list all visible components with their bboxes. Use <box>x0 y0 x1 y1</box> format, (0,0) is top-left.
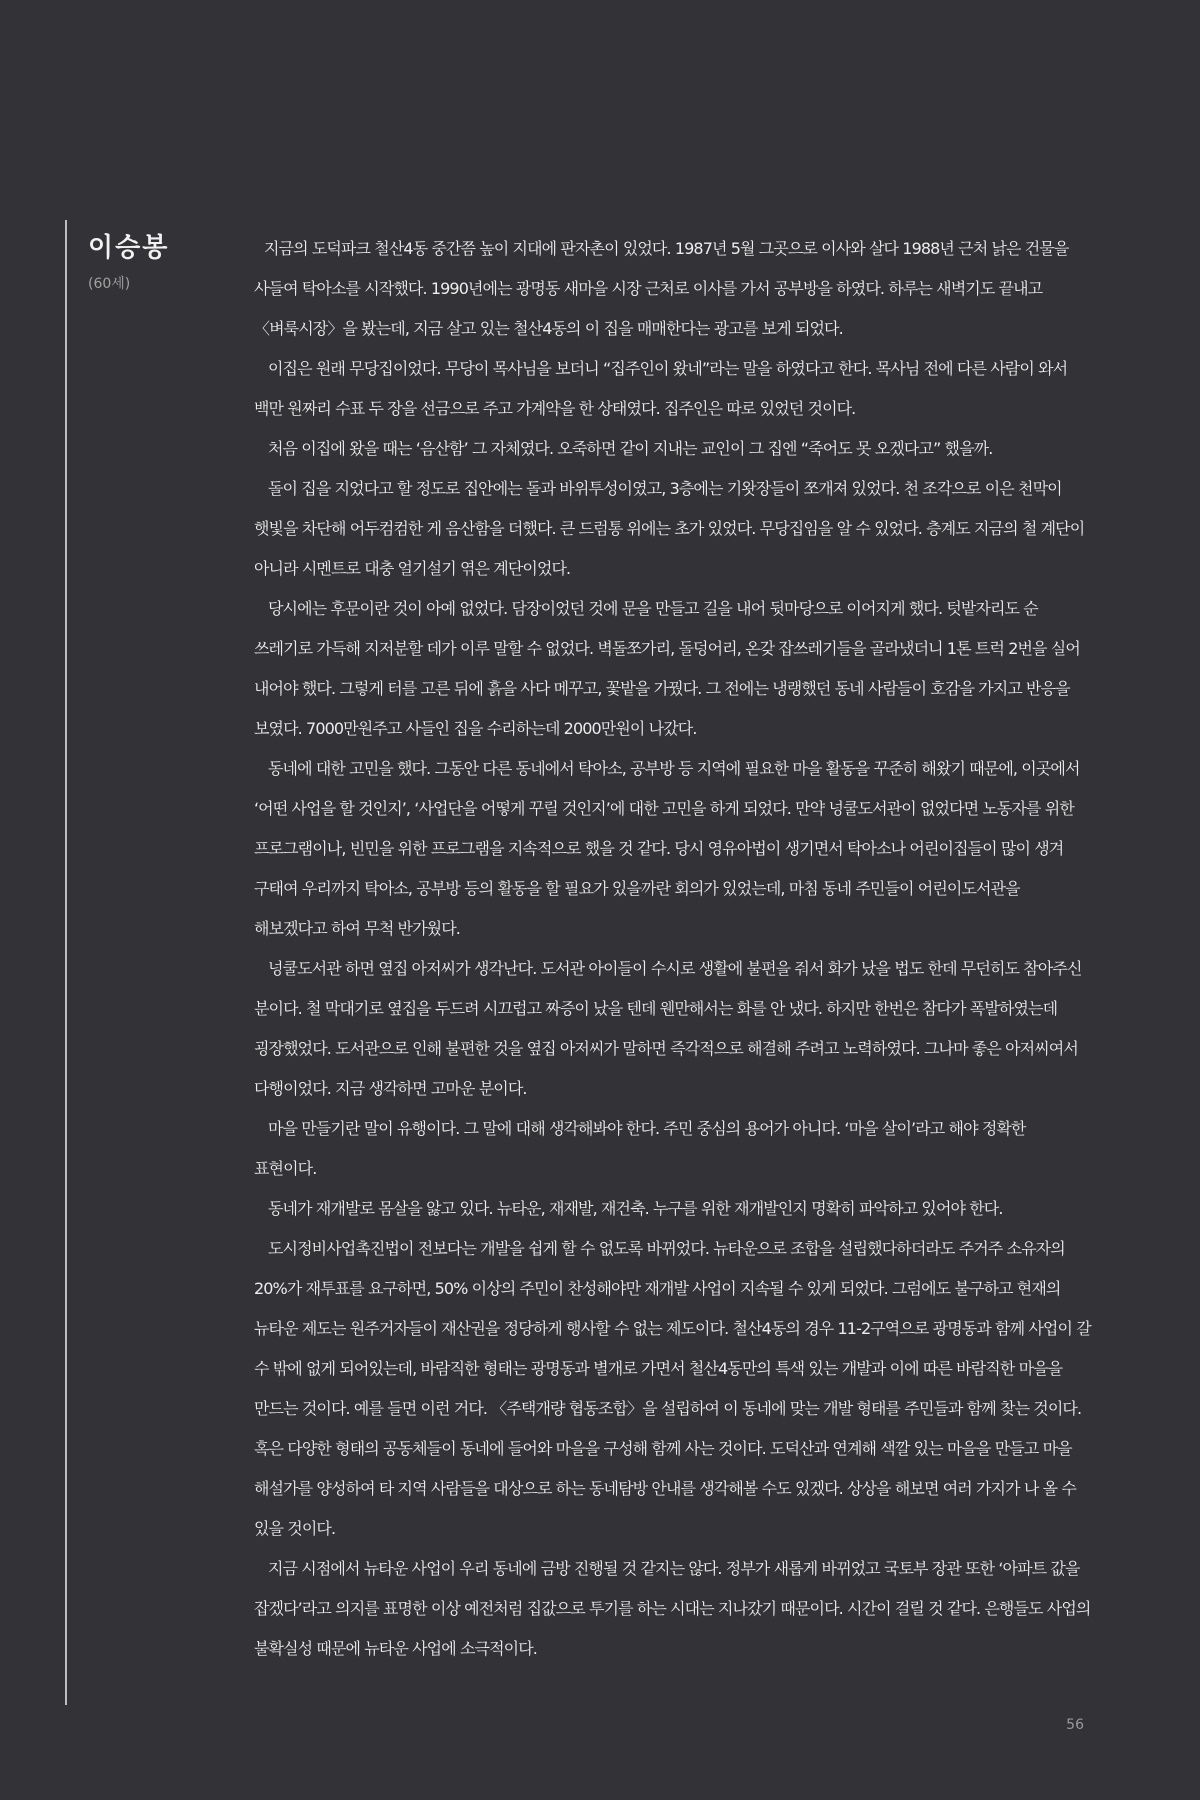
author-block <box>88 228 238 294</box>
paragraph: 도시정비사업촉진법이 전보다는 개발을 쉽게 할 수 없도록 바뀌었다. 뉴타운으로 조합을 설립했다하더라도 주거주 소유자의 20%가 재투표를 요구하면, 50% 이상의 주민이 찬성해야만 재개발 사업이 지속될 수 있게 되었다. 그럼에도 불구하고 현재의 뉴타운 제도는 원주거자들이 재산권을 정당하게 행사할 수 없는 제도이다. 철산4동의 경우 11-2구역으로 광명동과 함께 사업이 갈 수 밖에 없게 되어있는데, 바람직한 형태는 광명동과 별개로 가면서 철산4동만의 특색 있는 개발과 이에 따른 바람직한 마을을 만드는 것이다. 예를 들면 이런 거다. 〈주택개량 협동조합〉을 설립하여 이 동네에 맞는 개발 형태를 주민들과 함께 찾는 것이다. 혹은 다양한 형태의 공동체들이 동네에 들어와 마을을 구성해 함께 사는 것이다. 도덕산과 연계해 색깔 있는 마을을 만들고 마을 해설가를 양성하여 타 지역 사람들을 대상으로 하는 동네탐방 안내를 생각해볼 수도 있겠다. 상상을 해보면 여러 가지가 나 올 수 있을 것이다. <box>254 1239 1091 1538</box>
paragraph: 돌이 집을 지었다고 할 정도로 집안에는 돌과 바위투성이였고, 3층에는 기왓장들이 쪼개져 있었다. 천 조각으로 이은 천막이 햇빛을 차단해 어두컴컴한 게 음산함을 더했다. 큰 드럼통 위에는 초가 있었다. 무당집임을 알 수 있었다. 층계도 지금의 철 계단이 아니라 시멘트로 대충 얼기설기 엮은 계단이었다. <box>254 479 1085 578</box>
vertical-divider-line <box>65 220 67 1705</box>
paragraph: 처음 이집에 왔을 때는 ‘음산함’ 그 자체였다. 오죽하면 같이 지내는 교인이 그 집엔 “죽어도 못 오겠다고” 했을까. <box>268 439 993 458</box>
paragraph: 동네가 재개발로 몸살을 앓고 있다. 뉴타운, 재재발, 재건축. 누구를 위한 재개발인지 명확히 파악하고 있어야 한다. <box>268 1199 1003 1218</box>
paragraph: 동네에 대한 고민을 했다. 그동안 다른 동네에서 탁아소, 공부방 등 지역에 필요한 마을 활동을 꾸준히 해왔기 때문에, 이곳에서 ‘어떤 사업을 할 것인지’, ‘사업단을 어떻게 꾸릴 것인지’에 대한 고민을 하게 되었다. 만약 넝쿨도서관이 없었다면 노동자를 위한 프로그램이나, 빈민을 위한 프로그램을 지속적으로 했을 것 같다. 당시 영유아법이 생기면서 탁아소나 어린이집들이 많이 생겨 구태여 우리까지 탁아소, 공부방 등의 활동을 할 필요가 있을까란 회의가 있었는데, 마침 동네 주민들이 어린이도서관을 해보겠다고 하여 무척 반가웠다. <box>254 759 1080 938</box>
page-number: 56 <box>1066 1717 1084 1733</box>
article-body <box>254 229 1092 1669</box>
paragraph: 넝쿨도서관 하면 옆집 아저씨가 생각난다. 도서관 아이들이 수시로 생활에 불편을 줘서 화가 났을 법도 한데 무던히도 참아주신 분이다. 철 막대기로 옆집을 두드려 시끄럽고 짜증이 났을 텐데 웬만해서는 화를 안 냈다. 하지만 한번은 참다가 폭발하였는데 굉장했었다. 도서관으로 인해 불편한 것을 옆집 아저씨가 말하면 즉각적으로 해결해 주려고 노력하였다. 그나마 좋은 아저씨여서 다행이었다. 지금 생각하면 고마운 분이다. <box>254 959 1082 1098</box>
author-age: (60세) <box>88 276 131 292</box>
paragraph: 당시에는 후문이란 것이 아예 없었다. 담장이었던 것에 문을 만들고 길을 내어 뒷마당으로 이어지게 했다. 텃밭자리도 순 쓰레기로 가득해 지저분할 데가 이루 말할 수 없었다. 벽돌쪼가리, 돌덩어리, 온갖 잡쓰레기들을 골라냈더니 1톤 트럭 2번을 실어 내어야 했다. 그렇게 터를 고른 뒤에 흙을 사다 메꾸고, 꽃밭을 가꿨다. 그 전에는 냉랭했던 동네 사람들이 호감을 가지고 반응을 보였다. 7000만원주고 사들인 집을 수리하는데 2000만원이 나갔다. <box>254 599 1080 738</box>
author-name: 이승봉 <box>88 233 170 263</box>
paragraph: 지금의 도덕파크 철산4동 중간쯤 높이 지대에 판자촌이 있었다. 1987년 5월 그곳으로 이사와 살다 1988년 근처 낡은 건물을 사들여 탁아소를 시작했다. 1990년에는 광명동 새마을 시장 근처로 이사를 가서 공부방을 하였다. 하루는 새벽기도 끝내고 〈벼룩시장〉을 봤는데, 지금 살고 있는 철산4동의 이 집을 매매한다는 광고를 보게 되었다. <box>254 239 1069 338</box>
paragraph: 마을 만들기란 말이 유행이다. 그 말에 대해 생각해봐야 한다. 주민 중심의 용어가 아니다. ‘마을 살이’라고 해야 정확한 표현이다. <box>254 1119 1026 1178</box>
paragraph: 이집은 원래 무당집이었다. 무당이 목사님을 보더니 “집주인이 왔네”라는 말을 하였다고 한다. 목사님 전에 다른 사람이 와서 백만 원짜리 수표 두 장을 선금으로 주고 가계약을 한 상태였다. 집주인은 따로 있었던 것이다. <box>254 359 1068 418</box>
paragraph: 지금 시점에서 뉴타운 사업이 우리 동네에 금방 진행될 것 같지는 않다. 정부가 새롭게 바뀌었고 국토부 장관 또한 ‘아파트 값을 잡겠다’라고 의지를 표명한 이상 예전처럼 집값으로 투기를 하는 시대는 지나갔기 때문이다. 시간이 걸릴 것 같다. 은행들도 사업의 불확실성 때문에 뉴타운 사업에 소극적이다. <box>254 1559 1091 1658</box>
